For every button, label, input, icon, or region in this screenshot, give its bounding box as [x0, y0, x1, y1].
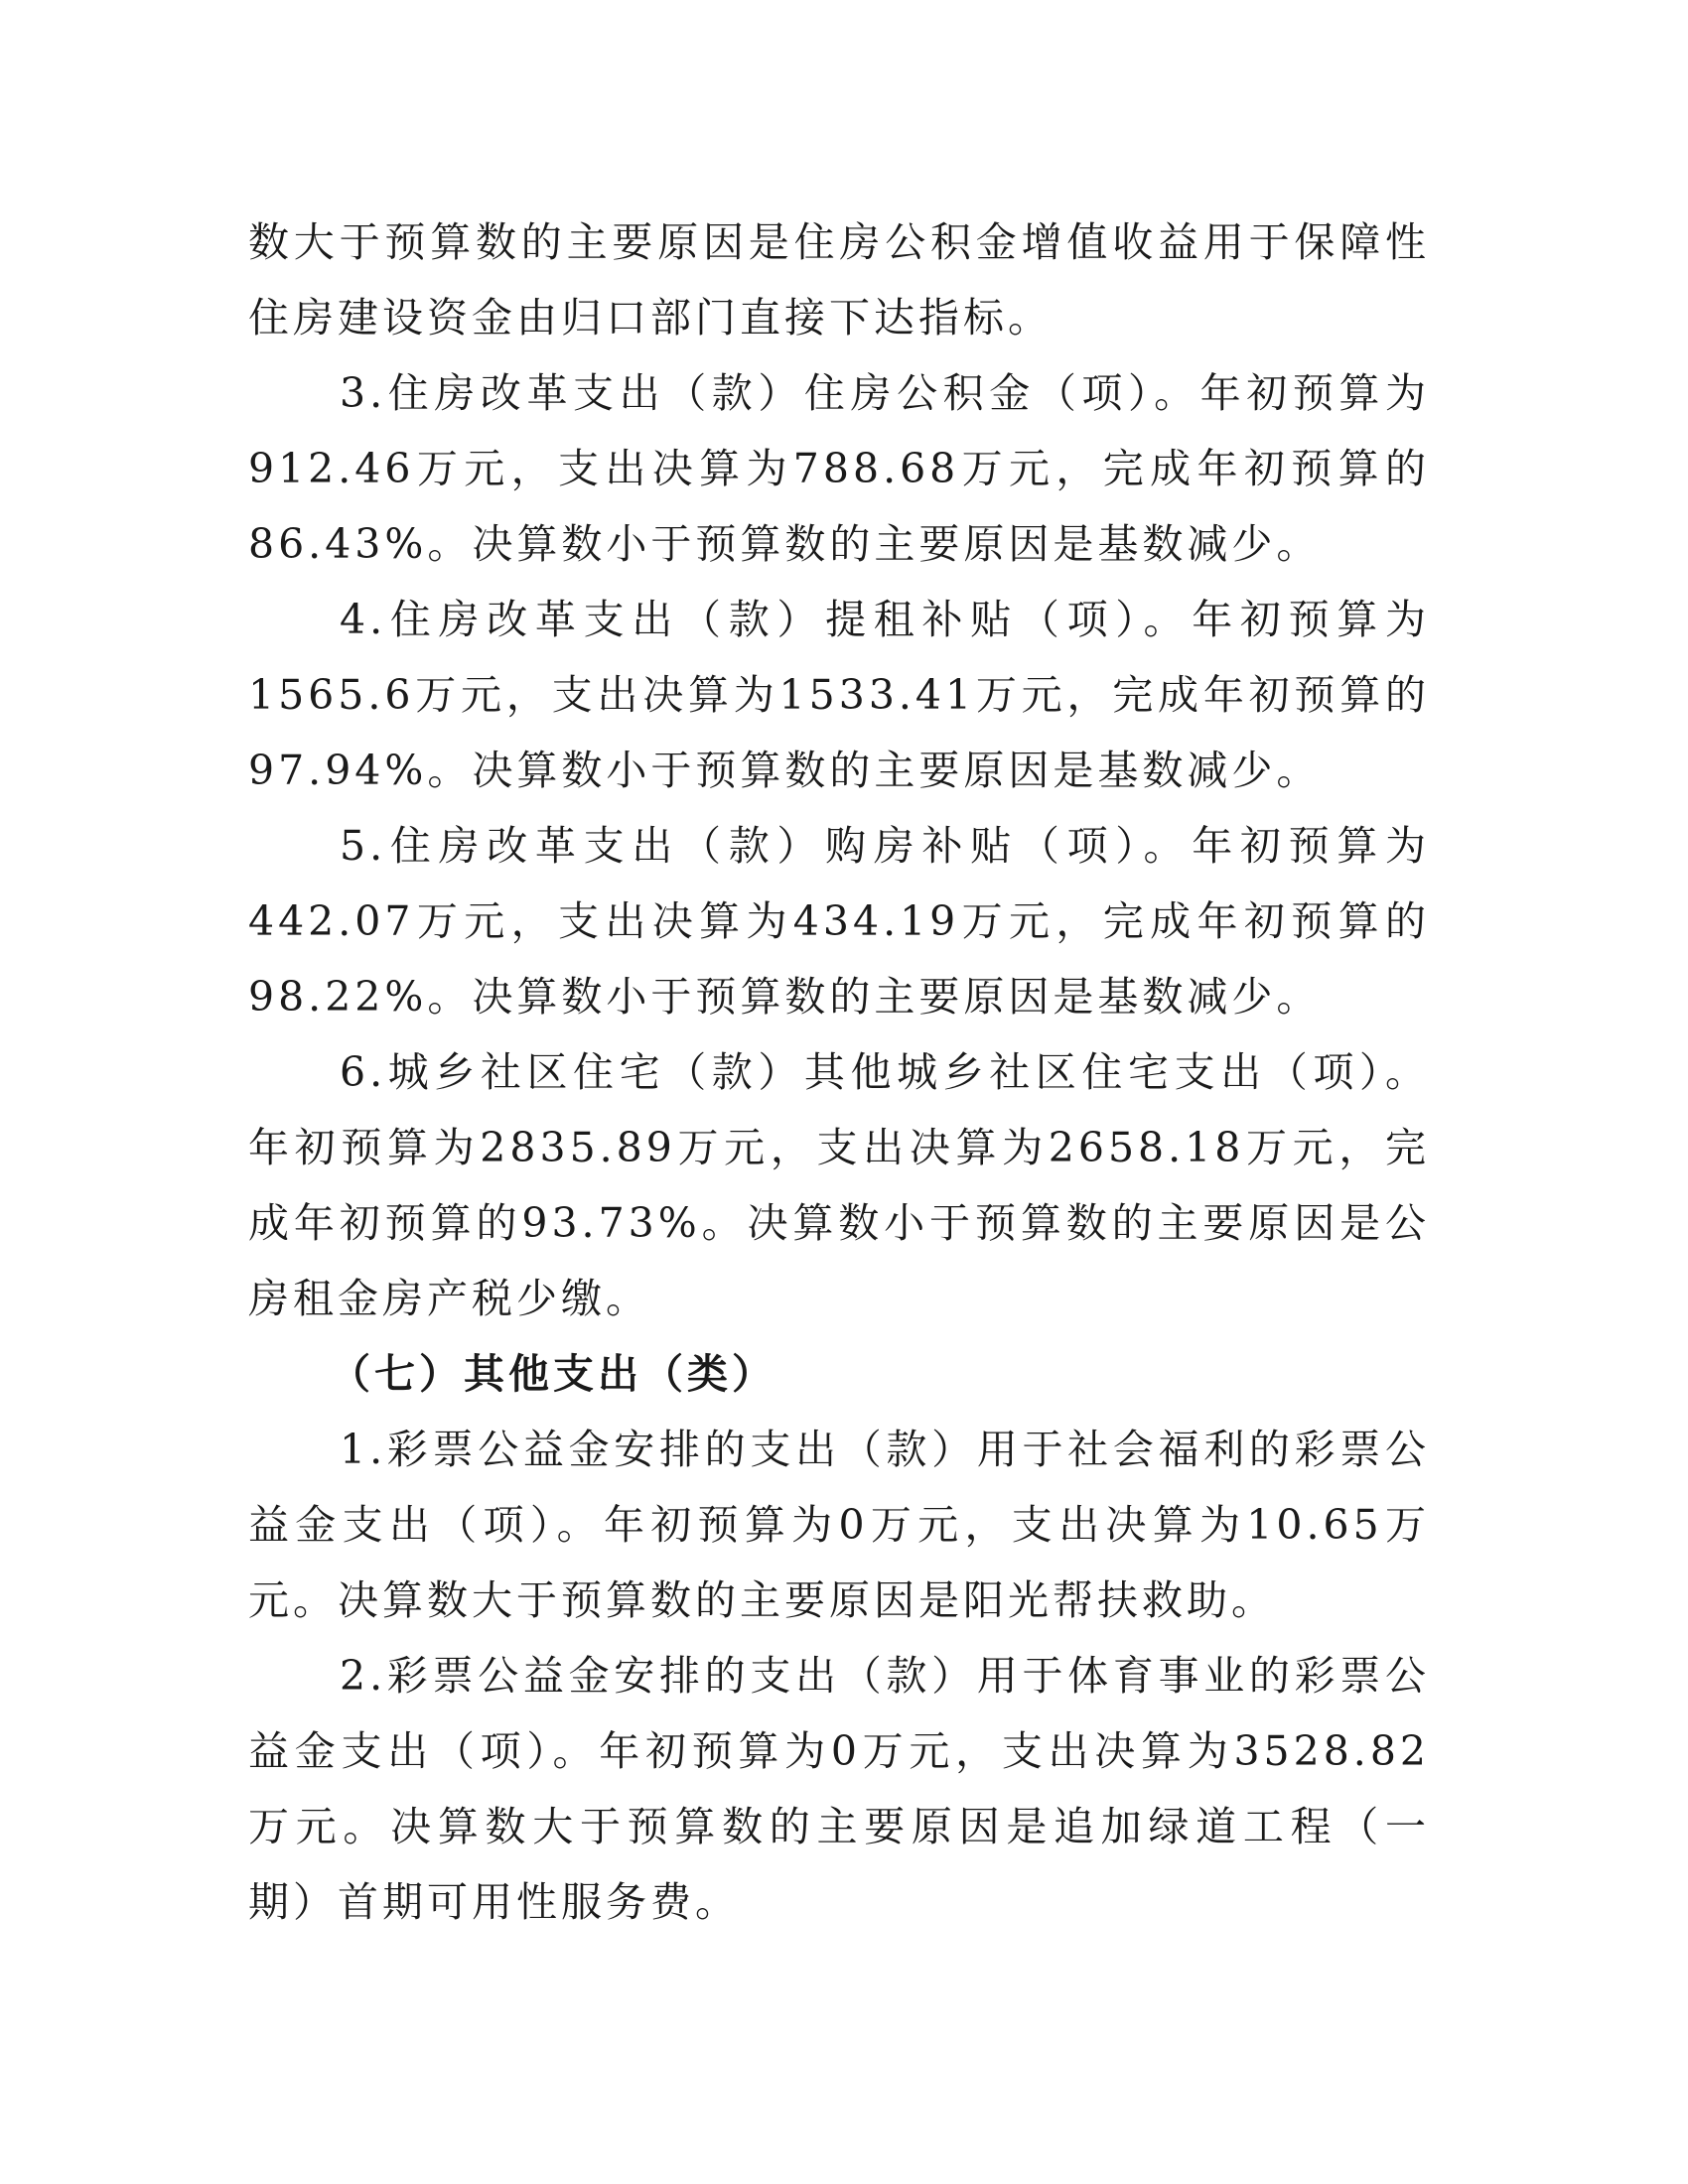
paragraph-item-4-rent-subsidy: 4.住房改革支出（款）提租补贴（项）。年初预算为1565.6万元，支出决算为1533.41万元，完成年初预算的97.94%。决算数小于预算数的主要原因是基数减少。 — [248, 596, 1430, 794]
paragraph-item-6-community-housing: 6.城乡社区住宅（款）其他城乡社区住宅支出（项）。年初预算为2835.89万元，支出决算为2658.18万元，完成年初预算的93.73%。决算数小于预算数的主要原因是公房租金房产税少缴。 — [248, 1048, 1430, 1322]
paragraph-lottery-sports: 2.彩票公益金安排的支出（款）用于体育事业的彩票公益金支出（项）。年初预算为0万元，支出决算为3528.82万元。决算数大于预算数的主要原因是追加绿道工程（一期）首期可用性服务费。 — [248, 1652, 1430, 1926]
paragraph-item-5-purchase-subsidy: 5.住房改革支出（款）购房补贴（项）。年初预算为442.07万元，支出决算为434.19万元，完成年初预算的98.22%。决算数小于预算数的主要原因是基数减少。 — [248, 822, 1430, 1021]
paragraph-continuation: 数大于预算数的主要原因是住房公积金增值收益用于保障性住房建设资金由归口部门直接下达指标。 — [248, 218, 1430, 341]
paragraph-item-3-housing-fund: 3.住房改革支出（款）住房公积金（项）。年初预算为912.46万元，支出决算为788.68万元，完成年初预算的86.43%。决算数小于预算数的主要原因是基数减少。 — [248, 369, 1430, 568]
paragraph-lottery-welfare: 1.彩票公益金安排的支出（款）用于社会福利的彩票公益金支出（项）。年初预算为0万元，支出决算为10.65万元。决算数大于预算数的主要原因是阳光帮扶救助。 — [248, 1426, 1430, 1624]
body-text — [248, 205, 1430, 1940]
section-heading-other-expenditure: （七）其他支出（类） — [330, 1350, 776, 1398]
